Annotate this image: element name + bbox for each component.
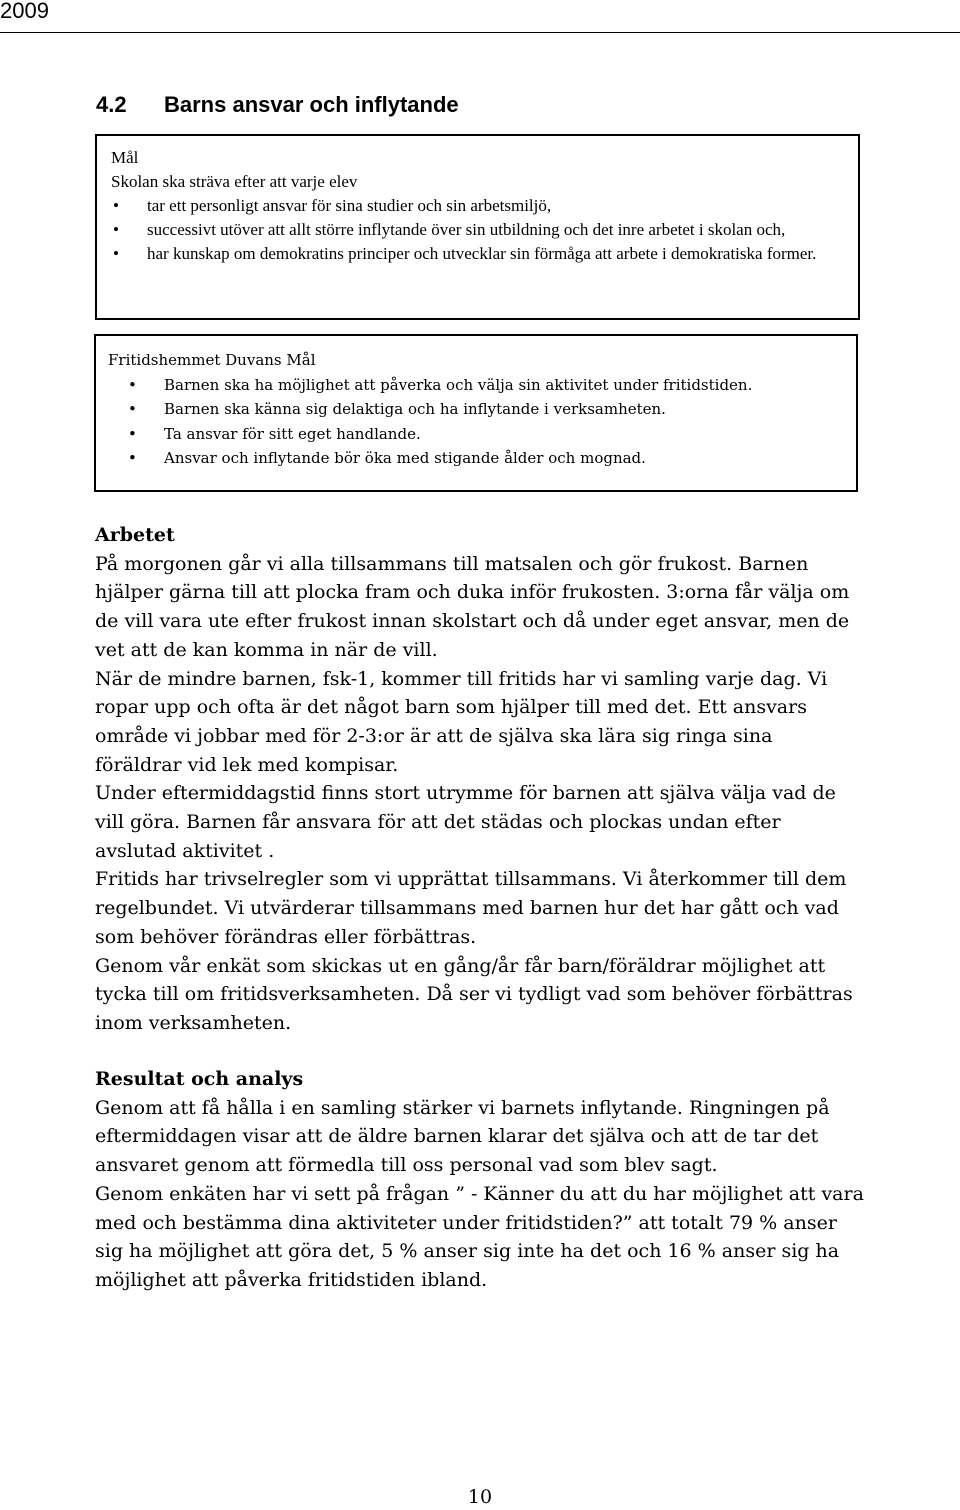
- list-item: [108, 397, 844, 422]
- header-year: 2009: [0, 0, 49, 23]
- list-item: [108, 422, 844, 447]
- goals-list: [111, 194, 844, 266]
- bullet-icon: •: [113, 244, 119, 263]
- curriculum-goals-box: [95, 134, 860, 320]
- paragraph: Genom enkäten har vi sett på frågan ” - Känner du att du har möjlighet att vara med och bestämma dina aktiviteter under fritidstiden?” att totalt 79 % anser sig ha möjlighet att göra det, 5 % anser sig inte ha det och 16 % anser sig ha möjlighet att påverka fritidstiden ibland.: [95, 1182, 864, 1291]
- list-item: [111, 194, 844, 218]
- section-title: Barns ansvar och inflytande: [164, 92, 459, 117]
- header-rule: [0, 32, 960, 33]
- paragraph: När de mindre barnen, fsk-1, kommer till fritids har vi samling varje dag. Vi ropar upp och ofta är det något barn som hjälper till med det. Ett ansvars område vi jobbar med för 2-3:or är att de själva ska lära sig ringa sina föräldrar vid lek med kompisar.: [95, 667, 828, 776]
- list-item-text: tar ett personligt ansvar för sina studier och sin arbetsmiljö,: [147, 196, 552, 215]
- duvan-heading: Fritidshemmet Duvans Mål: [108, 351, 316, 369]
- resultat-heading: Resultat och analys: [95, 1068, 304, 1090]
- arbetet-heading: Arbetet: [95, 524, 175, 546]
- section-number: 4.2: [96, 92, 127, 117]
- list-item: [111, 242, 844, 266]
- paragraph: Under eftermiddagstid finns stort utrymme för barnen att själva välja vad de vill göra. Barnen får ansvara för att det städas och plockas undan efter avslutad aktivitet .: [95, 782, 836, 862]
- paragraph: Fritids har trivselregler som vi upprättat tillsammans. Vi återkommer till dem regelbundet. Vi utvärderar tillsammans med barnen hur det har gått och vad som behöver förändras eller förbättras.: [95, 868, 847, 948]
- bullet-icon: •: [128, 400, 137, 418]
- list-item-text: Ta ansvar för sitt eget handlande.: [164, 424, 421, 443]
- bullet-icon: •: [128, 375, 137, 394]
- bullet-icon: •: [128, 449, 137, 467]
- duvan-goals-list: [108, 373, 844, 471]
- list-item-text: successivt utöver att allt större inflytande över sin utbildning och det inre arbetet i skolan och,: [147, 220, 786, 239]
- page-number: 10: [467, 1486, 493, 1508]
- list-item: [108, 373, 844, 398]
- paragraph: Genom att få hålla i en samling stärker vi barnets inflytande. Ringningen på eftermiddagen visar att de äldre barnen klarar det själva och att de tar det ansvaret genom att förmedla till oss personal vad som blev sagt.: [95, 1096, 830, 1177]
- paragraph: På morgonen går vi alla tillsammans till matsalen och gör frukost. Barnen hjälper gärna till att plocka fram och duka inför frukosten. 3:orna får välja om de vill vara ute efter frukost innan skolstart och då under eget ansvar, men de vet att de kan komma in när de vill.: [95, 552, 850, 661]
- paragraph: Genom vår enkät som skickas ut en gång/år får barn/föräldrar möjlighet att tycka till om fritidsverksamheten. Då ser vi tydligt vad som behöver förbättras inom verksamheten.: [95, 954, 853, 1034]
- bullet-icon: •: [113, 220, 119, 239]
- goals-intro: Skolan ska sträva efter att varje elev: [111, 172, 358, 191]
- list-item-text: Barnen ska känna sig delaktiga och ha inflytande i verksamheten.: [164, 400, 666, 418]
- list-item: [111, 218, 844, 242]
- bullet-icon: •: [113, 196, 119, 215]
- duvan-goals-box: [94, 334, 858, 492]
- arbetet-section: [95, 521, 865, 1038]
- list-item: [108, 446, 844, 471]
- bullet-icon: •: [128, 424, 137, 443]
- list-item-text: Ansvar och inflytande bör öka med stigande ålder och mognad.: [164, 449, 646, 467]
- goals-heading: Mål: [111, 148, 139, 167]
- list-item-text: Barnen ska ha möjlighet att påverka och välja sin aktivitet under fritidstiden.: [164, 375, 753, 394]
- section-heading: [96, 92, 459, 118]
- resultat-section: [95, 1065, 865, 1295]
- list-item-text: har kunskap om demokratins principer och utvecklar sin förmåga att arbete i demokratiska former.: [147, 244, 817, 263]
